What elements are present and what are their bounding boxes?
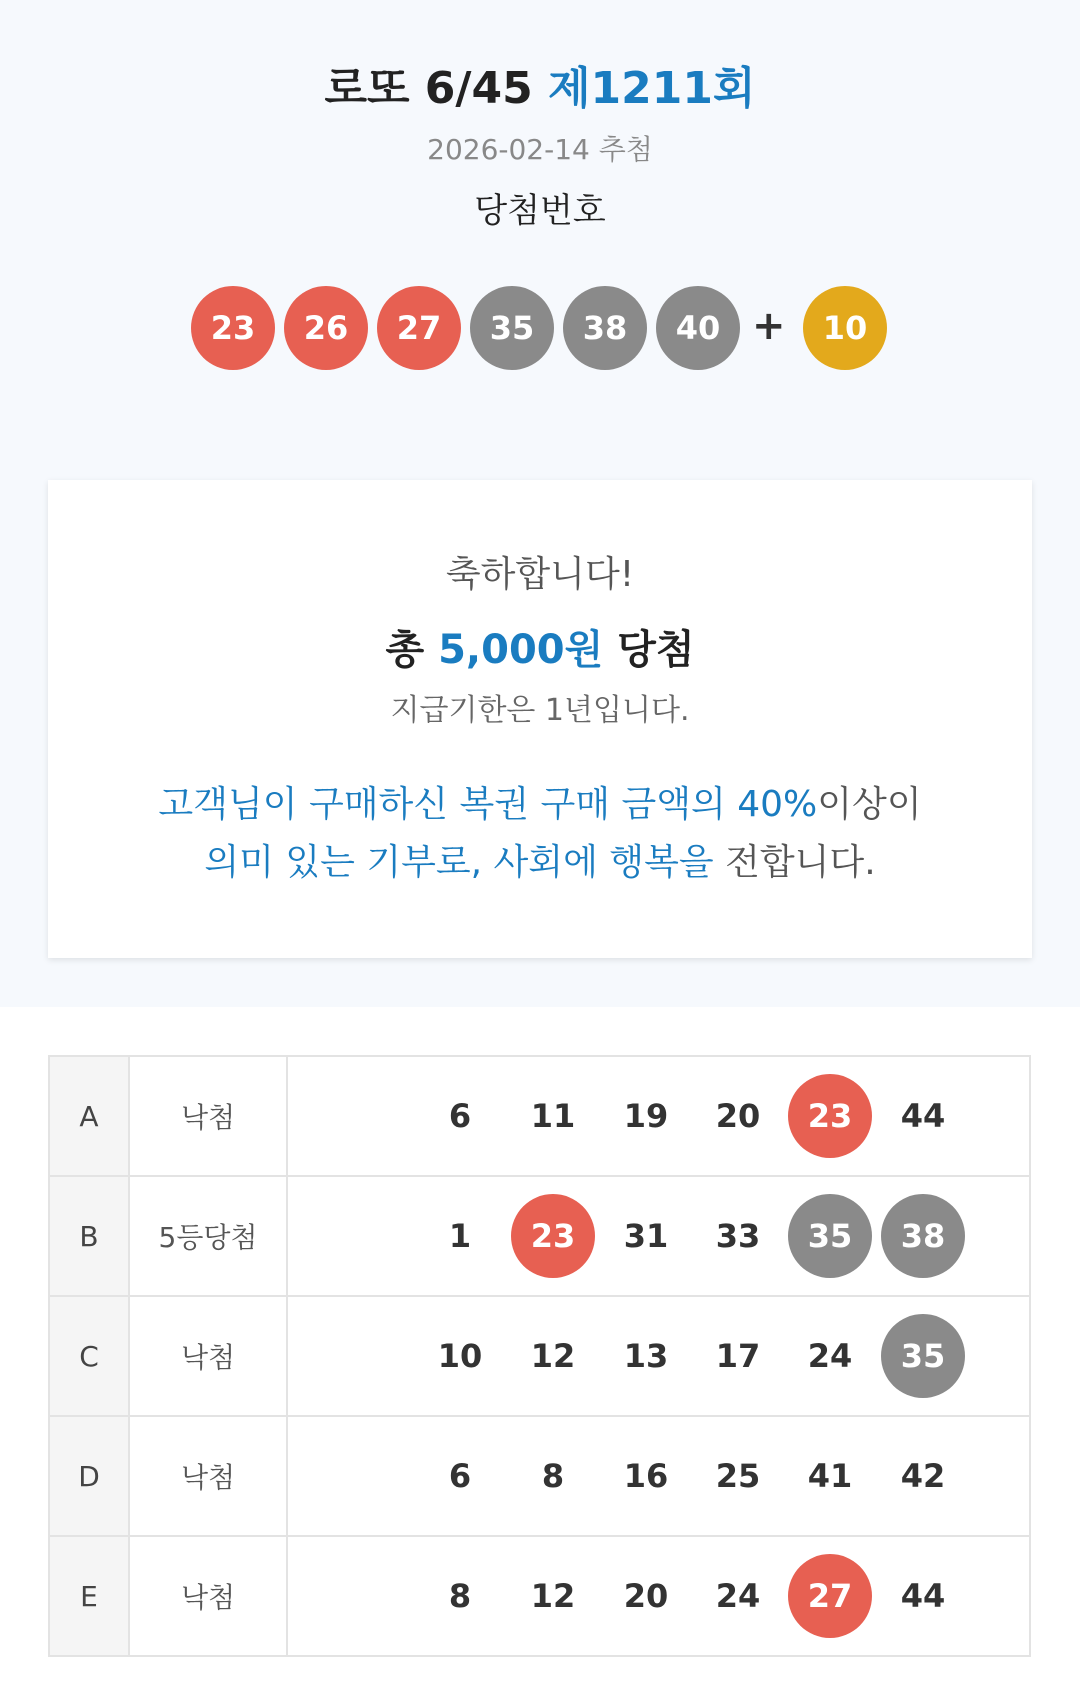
matched-number: 38: [881, 1194, 965, 1278]
game-number: 19: [623, 1097, 669, 1135]
prize-amount: 5,000원: [438, 627, 604, 673]
notice-line-1-highlight: 고객님이 구매하신 복권 구매 금액의 40%: [158, 784, 818, 825]
game-number: 25: [715, 1457, 761, 1495]
congrats-message: 축하합니다!: [445, 554, 635, 595]
draw-date: 2026-02-14 추첨: [427, 133, 653, 166]
matched-number: 23: [511, 1194, 595, 1278]
game-number: 20: [623, 1577, 669, 1615]
winning-ball: 38: [563, 286, 647, 370]
game-number: 24: [807, 1337, 853, 1375]
game-number: 41: [807, 1457, 853, 1495]
game-result: 낙첨: [129, 1296, 287, 1416]
matched-number: 35: [881, 1314, 965, 1398]
table-row: [49, 1176, 1030, 1296]
game-number: 20: [715, 1097, 761, 1135]
winning-ball: 23: [191, 286, 275, 370]
ticket-results-table: [48, 1055, 1031, 1657]
notice-line-1: [48, 776, 1032, 834]
bonus-plus-sign: +: [752, 303, 786, 349]
game-letter: A: [49, 1056, 129, 1176]
prize-card: [48, 480, 1032, 958]
donation-notice: [48, 776, 1032, 892]
table-row: [49, 1536, 1030, 1656]
table-row: [49, 1416, 1030, 1536]
winning-numbers-label: 당첨번호: [474, 191, 606, 231]
game-number: 10: [437, 1337, 483, 1375]
game-number: 12: [530, 1337, 576, 1375]
game-result: 낙첨: [129, 1416, 287, 1536]
game-number: 33: [715, 1217, 761, 1255]
game-number: 11: [530, 1097, 576, 1135]
game-numbers: [287, 1416, 1030, 1536]
matched-number: 27: [788, 1554, 872, 1638]
game-result: 낙첨: [129, 1536, 287, 1656]
notice-line-1-rest: 이상이: [817, 784, 922, 825]
game-number: 24: [715, 1577, 761, 1615]
game-number: 6: [448, 1457, 472, 1495]
notice-line-2-highlight: 의미 있는 기부로, 사회에 행복을: [204, 842, 714, 883]
game-number: 8: [448, 1577, 472, 1615]
game-number: 17: [715, 1337, 761, 1375]
game-letter: E: [49, 1536, 129, 1656]
table-row: [49, 1056, 1030, 1176]
game-result: 5등당첨: [129, 1176, 287, 1296]
game-number: 12: [530, 1577, 576, 1615]
game-letter: D: [49, 1416, 129, 1536]
title-prefix: 로또 6/45: [324, 63, 533, 114]
draw-round: 제1211회: [548, 63, 756, 114]
game-letter: B: [49, 1176, 129, 1296]
game-number: 6: [448, 1097, 472, 1135]
notice-line-2-rest: 전합니다.: [725, 842, 876, 883]
total-suffix: 당첨: [617, 627, 695, 673]
winning-ball: 27: [377, 286, 461, 370]
game-numbers: [287, 1296, 1030, 1416]
winning-ball: 26: [284, 286, 368, 370]
game-number: 16: [623, 1457, 669, 1495]
notice-line-2: [48, 834, 1032, 892]
matched-number: 23: [788, 1074, 872, 1158]
game-number: 8: [541, 1457, 565, 1495]
payment-deadline: 지급기한은 1년입니다.: [390, 693, 690, 728]
game-number: 42: [900, 1457, 946, 1495]
game-numbers: [287, 1056, 1030, 1176]
game-result: 낙첨: [129, 1056, 287, 1176]
game-number: 44: [900, 1097, 946, 1135]
bonus-ball: 10: [803, 286, 887, 370]
table-row: [49, 1296, 1030, 1416]
total-prefix: 총: [385, 627, 425, 673]
game-numbers: [287, 1176, 1030, 1296]
matched-number: 35: [788, 1194, 872, 1278]
game-number: 31: [623, 1217, 669, 1255]
total-prize: [48, 620, 1032, 680]
game-number: 1: [448, 1217, 472, 1255]
game-numbers: [287, 1536, 1030, 1656]
game-number: 13: [623, 1337, 669, 1375]
game-letter: C: [49, 1296, 129, 1416]
page-title: [0, 56, 1080, 122]
winning-numbers: [0, 286, 1080, 370]
winning-ball: 35: [470, 286, 554, 370]
winning-ball: 40: [656, 286, 740, 370]
game-number: 44: [900, 1577, 946, 1615]
